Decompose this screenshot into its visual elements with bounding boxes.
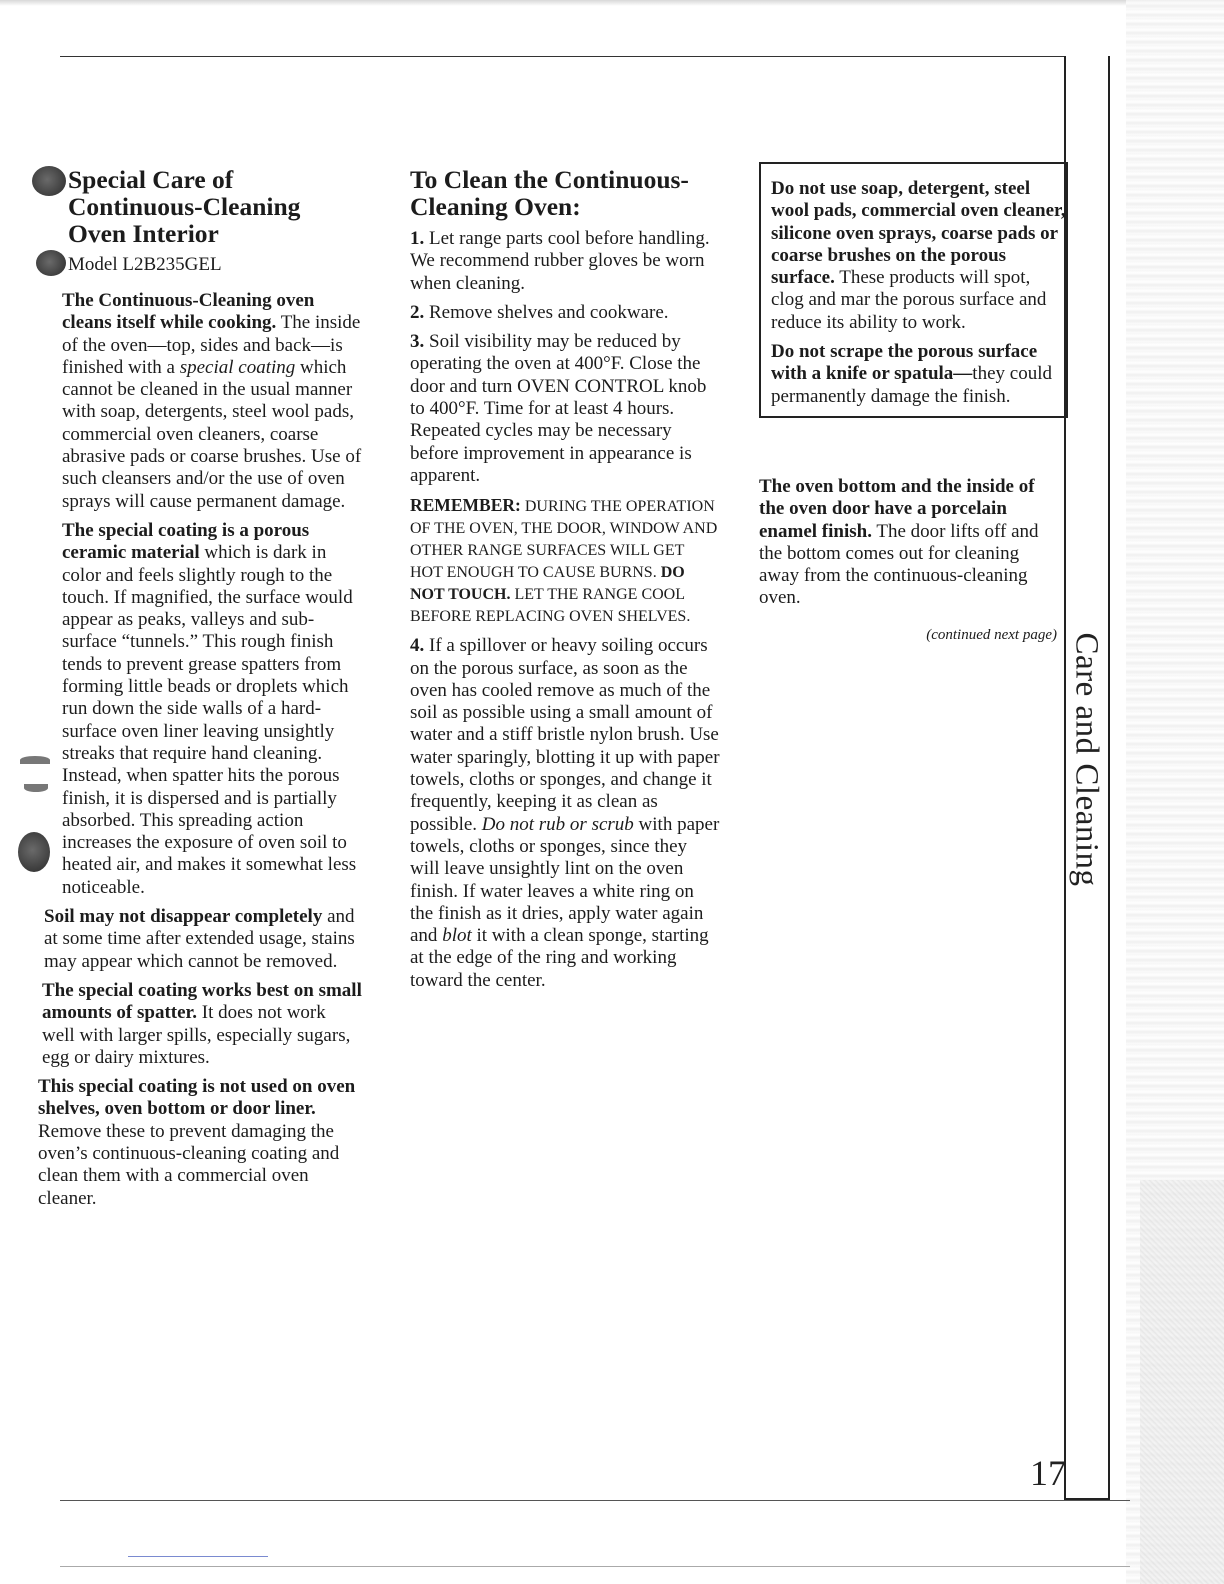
paragraph: The Continuous-Cleaning oven cleans itself while cooking. The inside of the oven—top, sides and back—is finished with a special coating which cannot be cleaned in the usual manner with soap, detergents, steel wool pads, commercial oven cleaners, coarse abrasive pads or coarse brushes. Use of such cleansers and/or the use of oven sprays will cause permanent damage. <box>62 290 362 512</box>
footer-rule-secondary <box>60 1566 1130 1567</box>
scan-noise <box>1140 1180 1224 1584</box>
warning-2: Do not scrape the porous surface with a knife or spatula—they could permanently damage the finish. <box>771 341 1052 407</box>
remember-note: REMEMBER: DURING THE OPERATION OF THE OVEN, THE DOOR, WINDOW AND OTHER RANGE SURFACES WILL GET HOT ENOUGH TO CAUSE BURNS. DO NOT TOUCH. LET THE RANGE COOL BEFORE REPLACING OVEN SHELVES. <box>410 495 718 626</box>
cleaning-title: To Clean the Continuous- Cleaning Oven: <box>410 165 689 221</box>
footer-rule <box>60 1500 1130 1501</box>
col1-heading-block <box>34 166 364 290</box>
page-number: 17 <box>1030 1453 1066 1493</box>
scan-speck <box>20 756 50 764</box>
header-rule <box>60 56 1066 57</box>
scan-blue-mark <box>128 1556 268 1557</box>
step-2: 2. Remove shelves and cookware. <box>410 301 669 323</box>
step-1: 1. Let range parts cool before handling. We recommend rubber gloves be worn when cleaning. <box>410 228 710 294</box>
step-3: 3. Soil visibility may be reduced by operating the oven at 400°F. Close the door and turn OVEN CONTROL knob to 400°F. Time for at least 4 hours. Repeated cycles may be necessary before improvement in appearance is apparent. <box>410 331 707 486</box>
col2-body <box>410 166 720 999</box>
paragraph: The special coating works best on small amounts of spatter. It does not work well with larger spills, especially sugars, egg or dairy mixtures. <box>42 979 362 1068</box>
paragraph: The oven bottom and the inside of the oven door have a porcelain enamel finish. The door lifts off and the bottom comes out for cleaning away from the continuous-cleaning oven. <box>759 476 1039 609</box>
paragraph: This special coating is not used on oven shelves, oven bottom or door liner. Remove these to prevent damaging the oven’s continuous-cleaning coating and clean them with a commercial oven cleaner. <box>38 1076 356 1209</box>
step-4: 4. If a spillover or heavy soiling occurs on the porous surface, as soon as the oven has cooled remove as much of the soil as possible using a small amount of water and a stiff bristle nylon brush. Use water sparingly, blotting it up with paper towels, cloths or sponges, and change it frequently, keeping it as clean as possible. Do not rub or scrub with paper towels, cloths or sponges, since they will leave unsightly lint on the oven finish. If water leaves a white ring on the finish as it dries, apply water again and blot it with a clean sponge, starting at the edge of the ring and working toward the center. <box>410 635 720 991</box>
section-title: Special Care of Continuous-Cleaning Oven Interior <box>68 165 301 248</box>
section-tab-label: Care and Cleaning <box>1068 631 1105 887</box>
continued-note: (continued next page) <box>926 626 1057 643</box>
warning-1: Do not use soap, detergent, steel wool pads, commercial oven cleaner, silicone oven sprays, coarse pads or coarse brushes on the porous surface. These products will spot, clog and mar the porous surface and reduce its ability to work. <box>771 178 1066 333</box>
warning-box <box>759 162 1068 418</box>
model-number: Model L2B235GEL <box>68 254 222 275</box>
col3-body <box>759 476 1059 646</box>
paragraph: Soil may not disappear completely and at some time after extended usage, stains may appear which cannot be removed. <box>44 906 355 972</box>
scan-speck <box>24 784 48 792</box>
scan-edge-top <box>0 0 1224 6</box>
paragraph: The special coating is a porous ceramic material which is dark in color and feels slightly rough to the touch. If magnified, the surface would appear as peaks, valleys and sub-surface “tunnels.” This rough finish tends to prevent grease spatters from forming little beads or droplets which run down the side walls of a hard-surface oven liner leaving unsightly streaks that require hand cleaning. Instead, when spatter hits the porous finish, it is dispersed and is partially absorbed. This spreading action increases the exposure of oven soil to heated air, and makes it somewhat less noticeable. <box>62 519 357 898</box>
scan-hole-mark <box>18 832 50 872</box>
col1-body <box>38 290 362 1217</box>
